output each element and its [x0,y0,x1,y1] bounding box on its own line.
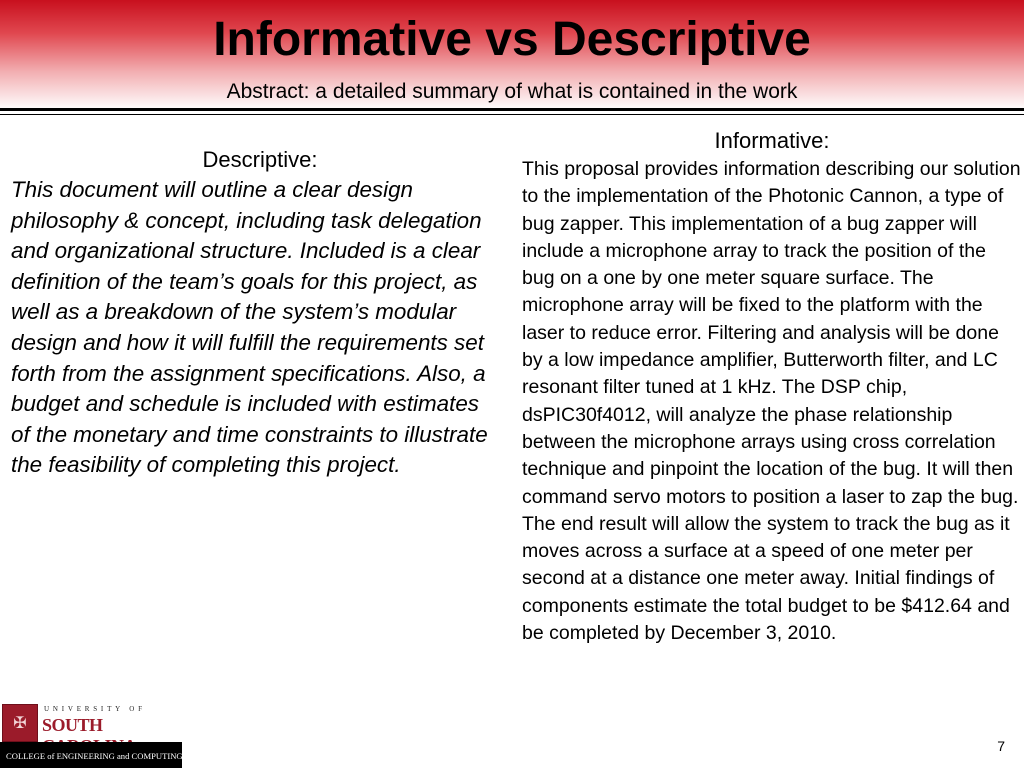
slide-title: Informative vs Descriptive [213,13,811,66]
informative-body: This proposal provides information describing our solution to the implementation of the Photonic Cannon, a type of bug zapper. This implementation of a bug zapper will include a microphone array to track the position of the bug on a one by one meter square surface. The microphone array will be fixed to the platform with the laser to reduce error. Filtering and analysis will be done by a low impedance amplifier, Butterworth filter, and LC resonant filter tuned at 1 kHz. The DSP chip, dsPIC30f4012, will analyze the phase relationship between the microphone arrays using cross correlation technique and pinpoint the location of the bug. It will then command servo motors to position a laser to zap the bug. The end result will allow the system to track the bug as it moves across a surface at a speed of one meter per second at a distance one meter away. Initial findings of components estimate the total budget to be $412.64 and be completed by December 3, 2010. [522,158,1021,645]
descriptive-heading: Descriptive: [202,147,318,172]
header-divider-thick [0,108,1024,111]
slide-subtitle: Abstract: a detailed summary of what is contained in the work [226,80,798,103]
university-seal-icon: ✠ [2,704,38,742]
informative-column [522,126,1022,647]
university-logo [0,702,182,768]
logo-university-name: SOUTH [42,715,103,735]
logo-upper [0,702,182,742]
informative-heading: Informative: [714,128,830,153]
header-divider-thin [0,114,1024,115]
descriptive-column [11,145,501,481]
page-number: 7 [997,738,1005,754]
logo-college-bar [0,742,182,768]
logo-college-name: COLLEGE of ENGINEERING and COMPUTING [6,751,183,761]
descriptive-body: This document will outline a clear design philosophy & concept, including task delegation and organizational structure. Included is a clear definition of the team’s goals for this project, as well as a breakdown of the system’s modular design and how it will fulfill the requirements set forth from the assignment specifications. Also, a budget and schedule is included with estimates of the monetary and time constraints to illustrate the feasibility of completing this project. [11,177,488,478]
logo-university-of: UNIVERSITY OF [44,705,146,713]
